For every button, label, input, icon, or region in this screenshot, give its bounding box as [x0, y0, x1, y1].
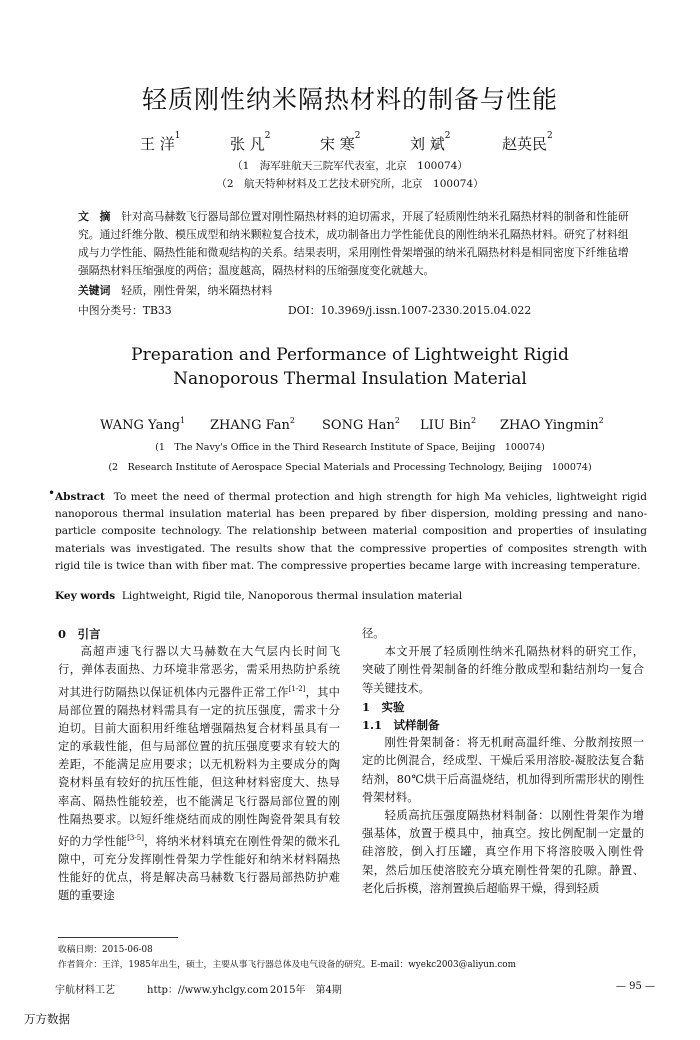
- skeleton-prep-paragraph: 刚性骨架制备：将无机耐高温纤维、分散剂按照一定的比例混合，经成型、干燥后采用溶胶-凝胶法复合黏结剂，80℃烘干后高温烧结，机加得到所需形状的刚性骨架材料。: [362, 736, 644, 804]
- author-cn-5: 赵英民$^2$: [502, 131, 553, 153]
- footnote-received: 收稿日期：2015-06-08: [58, 945, 153, 955]
- footer-url[interactable]: http：//www.yhclgy.com: [147, 985, 269, 996]
- author-cn-3: 宋 寒$^2$: [320, 131, 361, 153]
- citation-3-5: [3-5]: [127, 834, 144, 842]
- margin-dot: •: [48, 486, 56, 500]
- insulation-prep-paragraph: 轻质高抗压强度隔热材料制备：以刚性骨架作为增强基体，放置于模具中，抽真空。按比例配制一定量的硅溶胶，倒入打压罐，真空作用下将溶胶吸入刚性骨架，然后加压使溶胶充分填充刚性骨架的孔隙。静置、老化后拆模，溶剂置换后超临界干燥，得到轻质: [362, 809, 644, 895]
- keywords-cn-label: 关键词: [78, 284, 111, 297]
- footer-issue: 2015年 第4期: [270, 985, 342, 996]
- body-column-right: [362, 625, 644, 898]
- authors-cn: [140, 133, 580, 155]
- intro-paragraph-tail: 径。: [362, 627, 385, 640]
- section-heading-intro: 0 引言: [58, 627, 101, 641]
- author-cn-1: 王 洋$^1$: [140, 131, 181, 153]
- authors-en: [100, 418, 620, 438]
- affiliation-en-2: (2 Research Institute of Aerospace Special Materials and Processing Technology, Beijing 100074): [108, 462, 592, 473]
- intro-paragraph: 高超声速飞行器以大马赫数在大气层内长时间飞行，弹体表面热、力环境非常恶劣，需采用热防护系统对其进行防隔热以保证机体内元器件正常工作[1-2]，其中局部位置的隔热材料需具有一定的抗压强度，需求十分迫切。目前大面积用纤维毡增强隔热复合材料虽具有一定的承载性能，但与局部位置的抗压强度要求有较大的差距，不能满足应用要求；以无机粉料为主要成分的陶瓷材料虽有较好的抗压性能，但这种材料密度大、热导率高、隔热性能较差，也不能满足飞行器局部位置的刚性隔热要求。以短纤维烧结而成的刚性陶瓷骨架具有较好的力学性能[3-5]，将纳米材料填充在刚性骨架的微米孔隙中，可充分发挥刚性骨架力学性能好和纳米材料隔热性能好的优点，将是解决高马赫数飞行器局部热防护难题的重要途: [58, 645, 340, 903]
- keywords-en-label: Key words: [55, 590, 116, 602]
- keywords-cn-text: 轻质，刚性骨架，纳米隔热材料: [121, 284, 273, 297]
- author-en-4: LIU Bin$^2$: [420, 416, 477, 433]
- research-paragraph: 本文开展了轻质刚性纳米孔隔热材料的研究工作，突破了刚性骨架制备的纤维分散成型和黏结剂均一复合等关键技术。: [362, 645, 644, 695]
- abstract-cn: [78, 208, 638, 280]
- author-en-1: WANG Yang$^1$: [100, 416, 186, 433]
- watermark: 万方数据: [24, 1012, 70, 1026]
- abstract-en: [55, 489, 647, 575]
- footnote-author: 作者简介：王洋，1985年出生，硕士，主要从事飞行器总体及电气设备的研究。E-mail：wyekc2003@aliyun.com: [58, 960, 516, 970]
- author-en-2: ZHANG Fan$^2$: [210, 416, 296, 433]
- author-cn-2: 张 凡$^2$: [230, 131, 271, 153]
- affiliation-en-1: (1 The Navy's Office in the Third Research Institute of Space, Beijing 100074): [155, 442, 545, 453]
- abstract-cn-label: 文 摘: [78, 210, 111, 223]
- subsection-heading-sample: 1.1 试样制备: [362, 718, 440, 733]
- author-en-3: SONG Han$^2$: [322, 416, 401, 433]
- keywords-cn: [78, 282, 638, 300]
- keywords-en-text: Lightweight, Rigid tile, Nanoporous thermal insulation material: [121, 590, 463, 602]
- affiliation-cn-2: （2 航天特种材料及工艺技术研究所，北京 100074）: [216, 178, 484, 190]
- keywords-en: [55, 588, 647, 605]
- abstract-en-label: Abstract: [55, 491, 105, 503]
- doi: DOI：10.3969/j.issn.1007-2330.2015.04.022: [288, 304, 532, 317]
- author-en-5: ZHAO Yingmin$^2$: [500, 416, 604, 433]
- affiliation-cn-1: （1 海军驻航天三院军代表室，北京 100074）: [232, 160, 468, 172]
- title-en: Preparation and Performance of Lightweight Rigid Nanoporous Thermal Insulation Material: [131, 345, 569, 389]
- author-cn-4: 刘 斌$^2$: [410, 131, 451, 153]
- citation-1-2: [1-2]: [288, 684, 306, 693]
- abstract-cn-text: 针对高马赫数飞行器局部位置对刚性隔热材料的迫切需求，开展了轻质刚性纳米孔隔热材料的制备和性能研究。通过纤维分散、模压成型和纳米颗粒复合技术，成功制备出力学性能优良的刚性纳米孔隔热材料。研究了材料组成与力学性能、隔热性能和微观结构的关系。结果表明，采用刚性骨架增强的纳米孔隔热材料是相同密度下纤维毡增强隔热材料压缩强度的两倍；温度越高，隔热材料的压缩强度变化就越大。: [78, 210, 629, 277]
- classification-line: [78, 302, 638, 320]
- abstract-en-text: To meet the need of thermal protection and high strength for high Ma vehicles, lightweight rigid nanoporous thermal insulation material has been prepared by fiber dispersion, molding pressing and nano-particle composite technology. The relationship between material composition and properties of insulating materials was investigated. The results show that the compressive properties of composites strength with rigid tile is twice than with fiber mat. The compressive properties became large with increasing temperature.: [55, 491, 647, 572]
- footer-journal: 宇航材料工艺: [55, 985, 115, 996]
- page-number: — 95 —: [615, 981, 655, 992]
- section-heading-experiment: 1 实验: [362, 699, 405, 714]
- title-cn: 轻质刚性纳米隔热材料的制备与性能: [141, 85, 558, 114]
- classification-label: 中图分类号：: [78, 304, 143, 317]
- page-footer: [55, 981, 655, 997]
- body-column-left: [58, 625, 340, 906]
- footnote-rule: [58, 937, 178, 938]
- classification-code: TB33: [142, 304, 172, 317]
